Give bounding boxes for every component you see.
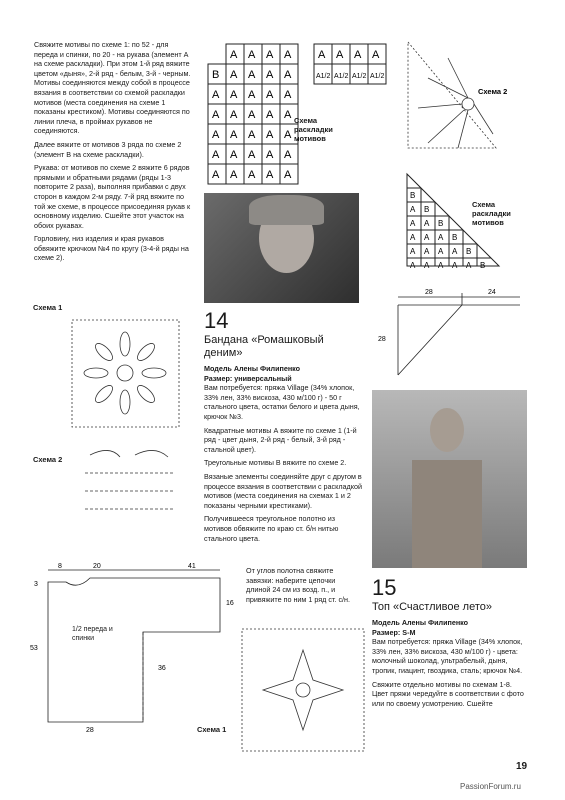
paragraph: Рукава: от мотивов по схеме 2 вяжите 6 рядов прямыми и обратными рядами (ряды 1-3 повторите 2 раза), выполняя прибавки с двух сторон в каждом 2-м ряду. 7-й ряд вяжите по той же схеме, в процессе присоединяя рукав к основному изделию. Сшейте этот участок на обоих рукавах. xyxy=(34,163,191,230)
item14-block xyxy=(204,308,364,547)
dim-28: 28 xyxy=(425,289,433,296)
grid-cell-letter: A xyxy=(266,169,274,181)
grid-cell-letter: A xyxy=(438,247,444,256)
layout-grid-1-svg xyxy=(206,40,386,185)
grid-cell-letter: A xyxy=(438,233,444,242)
grid-cell-letter: A xyxy=(284,49,292,61)
paragraph: Горловину, низ изделия и края рукавов обвяжите крючком №4 по кругу (3-4-й ряды на схеме 2). xyxy=(34,234,189,263)
dim-28v: 28 xyxy=(378,336,386,343)
scheme2-left-label: Схема 2 xyxy=(33,455,63,464)
grid-cell-letter: A1/2 xyxy=(352,73,367,80)
dim-20: 20 xyxy=(93,563,101,570)
scheme1-label: Схема 1 xyxy=(33,303,63,312)
grid-cell-letter: A xyxy=(212,109,220,121)
grid-cell-letter: A xyxy=(284,149,292,161)
bandana-dimensions xyxy=(370,285,530,385)
top-photo xyxy=(372,390,527,568)
item14-number: 14 xyxy=(204,308,229,333)
layout-label-2: Схема раскладки мотивов xyxy=(472,200,511,227)
grid-cell-letter: A xyxy=(336,49,344,61)
grid-cell-letter: B xyxy=(424,205,430,214)
grid-cell-letter: B xyxy=(212,69,220,81)
grid-cell-letter: A xyxy=(230,149,238,161)
grid-cell-letter: A xyxy=(284,169,292,181)
grid-cell-letter: A xyxy=(248,109,256,121)
garment-pattern xyxy=(28,560,243,735)
dim-28b: 28 xyxy=(86,727,94,734)
grid-cell-letter: A xyxy=(410,233,416,242)
item15-size: Размер: S-M xyxy=(372,627,416,637)
scheme1-star-diagram xyxy=(238,625,368,755)
grid-cell-letter: A xyxy=(284,109,292,121)
item14-need: Вам потребуется: пряжа Village (34% хлопок, 33% лен, 33% вискоза, 430 м/100 г) - 50 г стального цвета, остатки белого и цвета дыня, крючок №3. xyxy=(204,383,360,421)
item14-size: Размер: универсальный xyxy=(204,373,292,383)
grid-cell-letter: A xyxy=(424,261,430,270)
grid-cell-letter: A xyxy=(248,169,256,181)
dim-24: 24 xyxy=(488,289,496,296)
grid-cell-letter: A xyxy=(266,109,274,121)
item14-p5: От углов полотна свяжите завязки: наберите цепочки длиной 24 см из возд. п., и привяжите по ним 1 ряд ст. с/н. xyxy=(246,566,351,604)
dim-3: 3 xyxy=(34,581,38,588)
grid-cell-letter: A xyxy=(410,219,416,228)
grid-cell-letter: A xyxy=(212,169,220,181)
grid-cell-letter: A xyxy=(354,49,362,61)
layout-grid-1 xyxy=(206,40,386,190)
grid-cell-letter: A xyxy=(266,89,274,101)
grid-cell-letter: A1/2 xyxy=(316,73,331,80)
grid-cell-letter: A xyxy=(212,149,220,161)
watermark: PassionForum.ru xyxy=(460,782,521,791)
scheme2-diagram xyxy=(80,445,180,525)
scheme2-label: Схема 2 xyxy=(478,87,508,96)
grid-cell-letter: A xyxy=(452,261,458,270)
layout-label-1: Схема раскладки мотивов xyxy=(294,116,333,143)
grid-cell-letter: A xyxy=(248,89,256,101)
intro-text xyxy=(34,40,192,267)
triangle-motif-diagram xyxy=(398,38,508,163)
grid-cell-letter: A xyxy=(230,169,238,181)
grid-cell-letter: A xyxy=(212,89,220,101)
dim-36: 36 xyxy=(158,665,166,672)
grid-cell-letter: B xyxy=(480,261,486,270)
grid-cell-letter: A xyxy=(284,129,292,141)
pattern-label: 1/2 переда и спинки xyxy=(72,626,113,642)
dim-53: 53 xyxy=(30,645,38,652)
grid-cell-letter: B xyxy=(438,219,444,228)
grid-cell-letter: A xyxy=(212,129,220,141)
grid-cell-letter: A xyxy=(424,219,430,228)
grid-cell-letter: A xyxy=(230,129,238,141)
grid-cell-letter: A xyxy=(230,89,238,101)
grid-cell-letter: A xyxy=(424,233,430,242)
grid-cell-letter: A xyxy=(266,49,274,61)
grid-cell-letter: A xyxy=(318,49,326,61)
bandana-photo xyxy=(204,193,359,303)
dim-41: 41 xyxy=(188,563,196,570)
grid-cell-letter: A xyxy=(230,49,238,61)
grid-cell-letter: A xyxy=(424,247,430,256)
item15-title: Топ «Счастливое лето» xyxy=(372,601,492,613)
grid-cell-letter: B xyxy=(452,233,458,242)
item15-need: Вам потребуется: пряжа Village (34% хлопок, 33% лен, 33% вискоза, 430 м/100 г) - цвета: молочный шоколад, ультрабелый, дыня, тропик, гиацинт, гвоздика, сталь; крючок №4. xyxy=(372,637,523,675)
grid-cell-letter: A1/2 xyxy=(370,73,385,80)
paragraph: Далее вяжите от мотивов 3 ряда по схеме 2 (элемент В на схеме раскладки). xyxy=(34,139,182,159)
grid-cell-letter: A xyxy=(248,69,256,81)
grid-cell-letter: A xyxy=(284,89,292,101)
item14-title: Бандана «Ромашковый деним» xyxy=(204,334,324,359)
dim-16: 16 xyxy=(226,600,234,607)
grid-cell-letter: A xyxy=(248,49,256,61)
grid-cell-letter: A xyxy=(230,69,238,81)
grid-cell-letter: A xyxy=(410,205,416,214)
grid-cell-letter: A xyxy=(372,49,380,61)
grid-cell-letter: A1/2 xyxy=(334,73,349,80)
item15-model: Модель Алены Филипенко xyxy=(372,618,469,627)
item14-p3: Вязаные элементы соединяйте друг с другом в процессе вязания в соответствии с раскладкой мотивов (места соединения на схемах 1 и 2 показаны черными крестиками). xyxy=(204,471,362,510)
grid-cell-letter: A xyxy=(248,149,256,161)
item15-number: 15 xyxy=(372,575,397,600)
grid-cell-letter: A xyxy=(284,69,292,81)
grid-cell-letter: B xyxy=(410,191,416,200)
page-number: 19 xyxy=(516,761,528,772)
grid-cell-letter: A xyxy=(248,129,256,141)
grid-cell-letter: A xyxy=(466,261,472,270)
grid-cell-letter: A xyxy=(266,69,274,81)
item14-p1: Квадратные мотивы А вяжите по схеме 1 (1-й ряд - цвет дыня, 2-й ряд - белый, 3-й ряд - стальной цвет). xyxy=(204,425,357,454)
grid-cell-letter: B xyxy=(466,247,472,256)
grid-cell-letter: A xyxy=(410,247,416,256)
grid-cell-letter: A xyxy=(438,261,444,270)
grid-cell-letter: A xyxy=(230,109,238,121)
scheme1-bottom-label: Схема 1 xyxy=(197,725,227,734)
item14-model: Модель Алены Филипенко xyxy=(204,364,301,373)
grid-cell-letter: A xyxy=(410,261,416,270)
grid-cell-letter: A xyxy=(266,149,274,161)
grid-cell-letter: A xyxy=(452,247,458,256)
paragraph: Свяжите мотивы по схеме 1: по 52 - для переда и спинки, по 20 - на рукава (элемент А на схеме раскладки). При этом 1-й ряд вяжите цветом «дыня», 2-й ряд - белым, 3-й - черным. Мотивы соединяются между собой в процессе вязания в соответствии со схемой раскладки мотивов (места соединения на схеме 1 показаны крестиком). Мотивы соединяются по линии плеча, в проймах рукавов не соединяются. xyxy=(34,40,191,136)
item14-p4: Получившееся треугольное полотно из мотивов обвяжите по краю ст. б/н нитью стального цвета. xyxy=(204,514,339,543)
item14-p2: Треугольные мотивы В вяжите по схеме 2. xyxy=(204,458,347,468)
item15-p1: Свяжите отдельно мотивы по схемам 1-8. Цвет пряжи чередуйте в соответствии с фото или по своему усмотрению. Сшейте xyxy=(372,679,524,708)
dim-8: 8 xyxy=(58,563,62,570)
scheme1-diagram xyxy=(68,316,183,431)
grid-cell-letter: A xyxy=(266,129,274,141)
item15-block xyxy=(372,575,530,712)
